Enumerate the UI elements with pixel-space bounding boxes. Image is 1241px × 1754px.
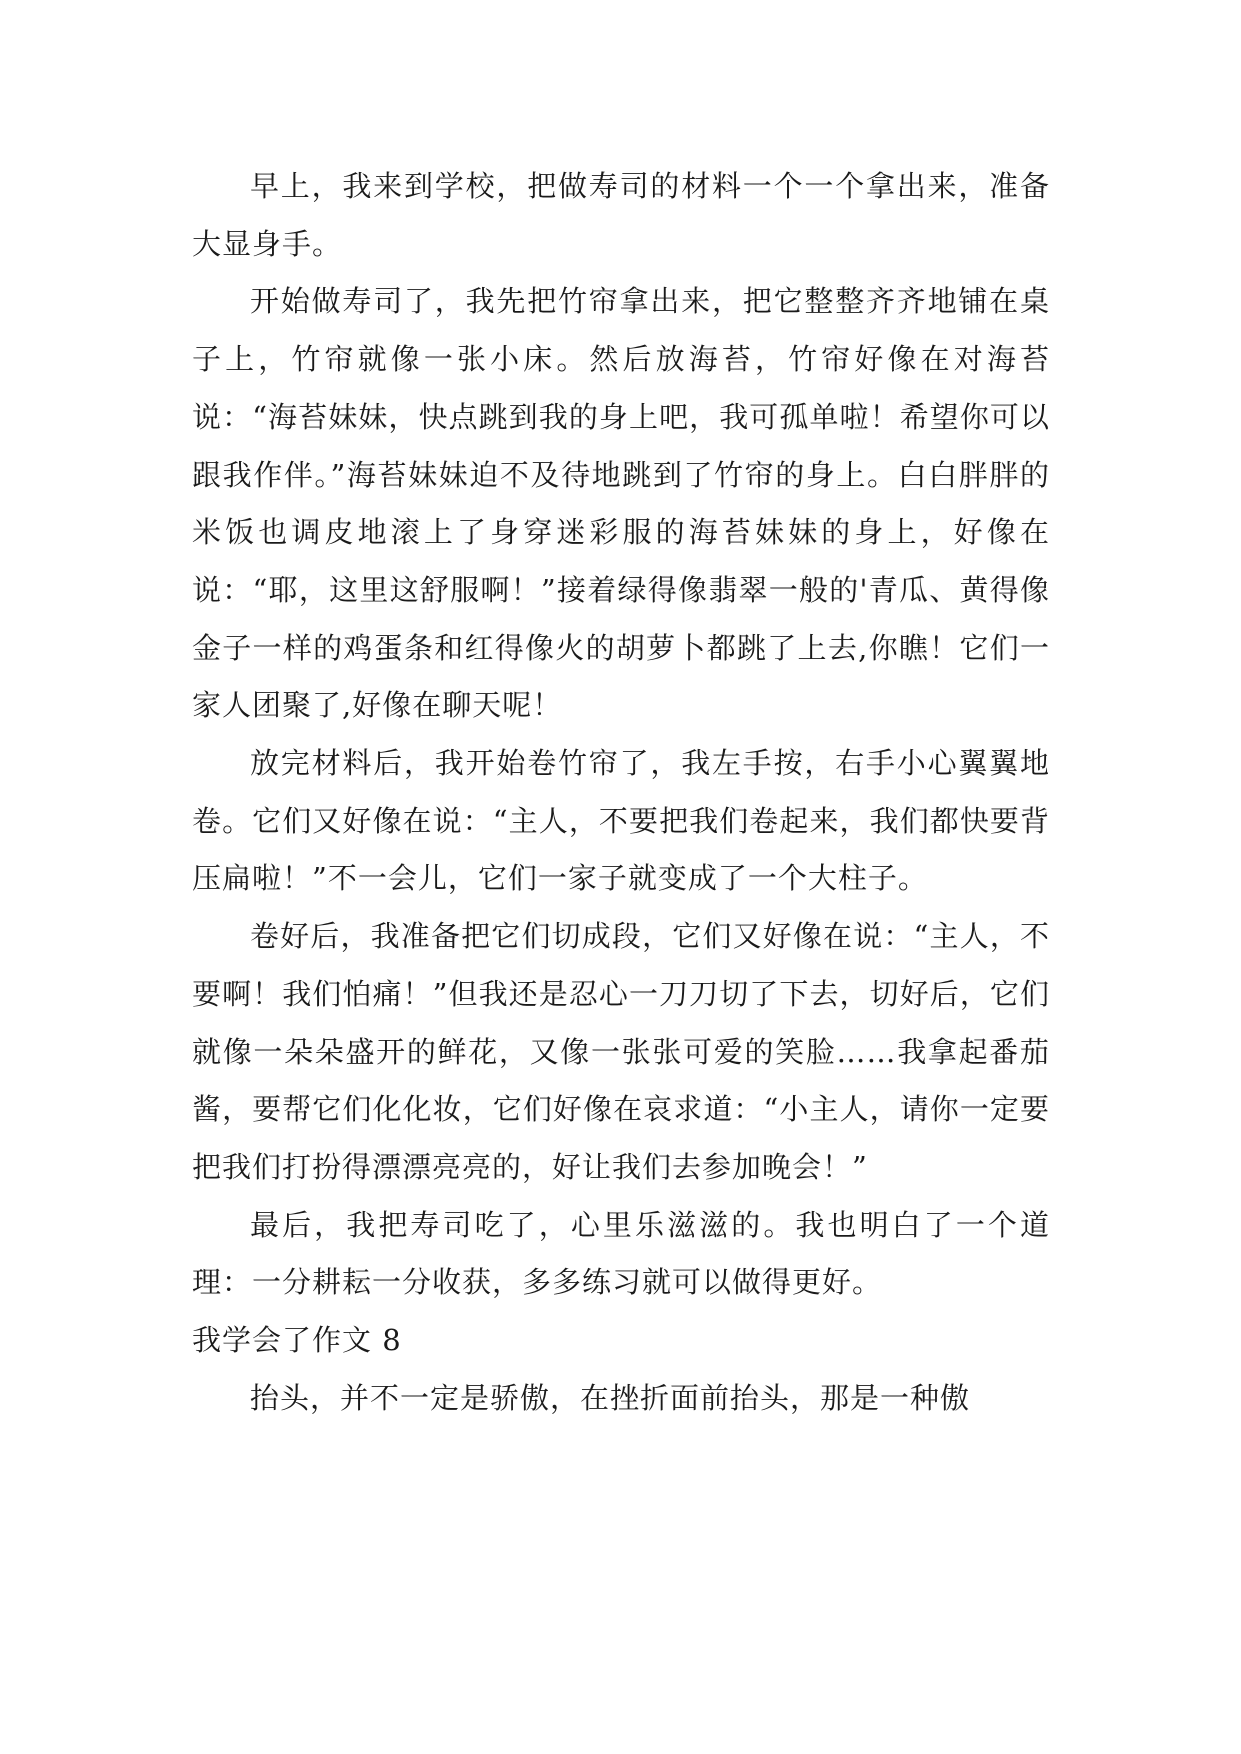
paragraph-5: 最后，我把寿司吃了，心里乐滋滋的。我也明白了一个道理：一分耕耘一分收获，多多练习就可以做得更好。 <box>192 1207 1050 1300</box>
section-heading: 我学会了作文 8 <box>192 1323 402 1358</box>
paragraph-6: 抬头，并不一定是骄傲，在挫折面前抬头，那是一种傲 <box>250 1380 971 1415</box>
paragraph-3: 放完材料后，我开始卷竹帘了，我左手按，右手小心翼翼地卷。它们又好像在说：“主人，不要把我们卷起来，我们都快要背压扁啦！”不一会儿，它们一家子就变成了一个大柱子。 <box>192 746 1050 896</box>
document-page <box>192 158 1050 1427</box>
paragraph-1: 早上，我来到学校，把做寿司的材料一个一个拿出来，准备大显身手。 <box>192 169 1050 261</box>
paragraph-2: 开始做寿司了，我先把竹帘拿出来，把它整整齐齐地铺在桌子上，竹帘就像一张小床。然后放海苔，竹帘好像在对海苔说：“海苔妹妹，快点跳到我的身上吧，我可孤单啦！希望你可以跟我作伴。”海苔妹妹迫不及待地跳到了竹帘的身上。白白胖胖的米饭也调皮地滚上了身穿迷彩服的海苔妹妹的身上，好像在说：“耶，这里这舒服啊！”接着绿得像翡翠一般的'青瓜、黄得像金子一样的鸡蛋条和红得像火的胡萝卜都跳了上去,你瞧！它们一家人团聚了,好像在聊天呢！ <box>192 284 1050 723</box>
paragraph-4: 卷好后，我准备把它们切成段，它们又好像在说：“主人，不要啊！我们怕痛！”但我还是忍心一刀刀切了下去，切好后，它们就像一朵朵盛开的鲜花，又像一张张可爱的笑脸……我拿起番茄酱，要帮它们化化妆，它们好像在哀求道：“小主人，请你一定要把我们打扮得漂漂亮亮的，好让我们去参加晚会！” <box>192 919 1050 1184</box>
